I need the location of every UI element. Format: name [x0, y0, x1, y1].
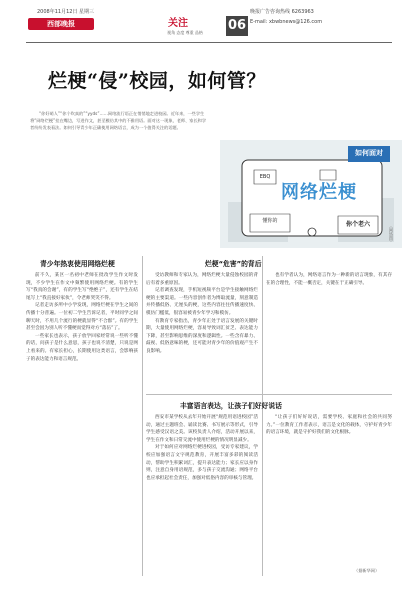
- section-3-body-left: [146, 414, 258, 574]
- section-divider: [146, 394, 392, 395]
- image-main-text: 网络烂梗: [281, 182, 357, 203]
- paragraph: 对于如何应对网络烂梗进校园，受访专家建议，学校应加强语言文字规范教育，开展丰富多彩的阅读活动，帮助学生积累词汇，提升表达能力；家长应以身作则，注意自身用语规范，多与孩子交流沟通；网络平台也应承担起社会责任，加强对低俗内容的审核与管理。: [146, 445, 258, 481]
- contact-email: E-mail: xbwbnews@126.com: [250, 19, 323, 25]
- section-heading-2: 烂梗“危害”的背后: [205, 260, 262, 268]
- paragraph: 也有学者认为，网络语言作为一种新的语言现象，有其存在的合理性，不能一概否定，关键在于正确引导。: [266, 273, 392, 286]
- paragraph: 受访教师和专家认为，网络烂梗大量侵蚀校园的背后有着多重原因。: [146, 273, 258, 286]
- image-bubble-left: 懂你的: [262, 218, 278, 224]
- section-subtitle: 视角 态度 尊重 品格: [167, 30, 203, 35]
- newspaper-logo: 西部晚报: [28, 18, 94, 30]
- paragraph: 一些家长也表示，孩子放学回家经常说一些听不懂的话，问孩子是什么意思，孩子也说不清楚，只说是网上看来的。有家长担心，长期使用这类语言，会影响孩子的表达能力和语言规范。: [26, 333, 138, 362]
- paragraph: 前不久，某区一名初中老师在批改学生作文时发现，不少学生在作文中频繁使用网络烂梗。有的学生写“我真的会谢”，有的学生写“绝绝子”，还有学生在结尾写上“我直接好家伙”，令老师哭笑不得。: [26, 273, 138, 301]
- page-number: 06: [226, 16, 248, 36]
- image-bubble-mid: EBQ: [259, 174, 271, 180]
- column-divider: [262, 256, 263, 576]
- paragraph: 西安市某学校从去年开始开展“规范用语进校园”活动，通过主题班会、诵读比赛、书写展示等形式，引导学生感受汉语之美。该校负责人介绍，活动开展以来，学生在作文和日常交流中使用烂梗的情况明显减少。: [146, 415, 258, 443]
- image-bubble-right: 你个老六: [345, 221, 370, 228]
- section-3-body-right: [266, 414, 392, 566]
- section-heading-1: 青少年热衷使用网络烂梗: [40, 260, 115, 268]
- article-byline: （据新华网）: [354, 568, 380, 573]
- section-2-body-left: [146, 272, 258, 390]
- header-rule: [26, 42, 392, 43]
- image-badge-text: 如何面对: [355, 149, 383, 157]
- paragraph: 记者走访多所中小学发现，网络烂梗在学生之间的传播十分普遍。一位初二学生告诉记者，平时同学之间聊天时，不用几个流行的梗就显得“不合群”。有的学生甚至会因为别人听不懂梗而觉得对方“落伍”了。: [26, 303, 138, 332]
- paragraph: 有教育专家指出，青少年正处于语言发展的关键时期，大量使用网络烂梗，容易导致词汇贫乏、表达能力下降，甚至影响思维的深度和逻辑性。一些含有暴力、歧视、低俗意味的梗，还可能对青少年的价值观产生不良影响。: [146, 318, 258, 354]
- headline: 烂梗“侵”校园，如何管？: [48, 70, 266, 92]
- section-heading-3: 丰富语言表达，让孩子们好好说话: [180, 402, 282, 410]
- illustration: [220, 140, 402, 248]
- section-2-body-right: [266, 272, 392, 390]
- paragraph: 记者调查发现，手机短视频平台是学生接触网络烂梗的主要渠道。一些内容创作者为博取流量，刻意制造并传播低俗、无厘头的梗，这些内容往往传播速度快、模仿门槛低，很容易被青少年学习和模仿。: [146, 288, 258, 316]
- column-divider: [142, 256, 143, 576]
- image-caption: （网络图）: [389, 224, 394, 244]
- issue-date: 2008年11月12日 星期三: [37, 9, 95, 15]
- ad-hotline: 晚报广告咨询热线 6263963: [250, 9, 314, 15]
- section-1-body: [26, 272, 138, 572]
- article-intro: “你好萌人”“你个吹真的”“yyds”……网络流行语正在悄悄地走进校园。近年来，一些学生将“网络烂梗”挂在嘴边，写进作文，甚至模仿其中的不雅用语。面对这一现象，老师、家长和学者纷纷发表看法。如何引导青少年正确使用网络语言，成为一个值得关注的话题。: [30, 111, 207, 130]
- section-title: 关注: [168, 18, 188, 29]
- paragraph: “让孩子们好好说话，需要学校、家庭和社会的共同努力。”一位教育工作者表示，语言是文化的载体，守护好青少年的语言环境，就是守护好我们的文化根脉。: [266, 415, 392, 436]
